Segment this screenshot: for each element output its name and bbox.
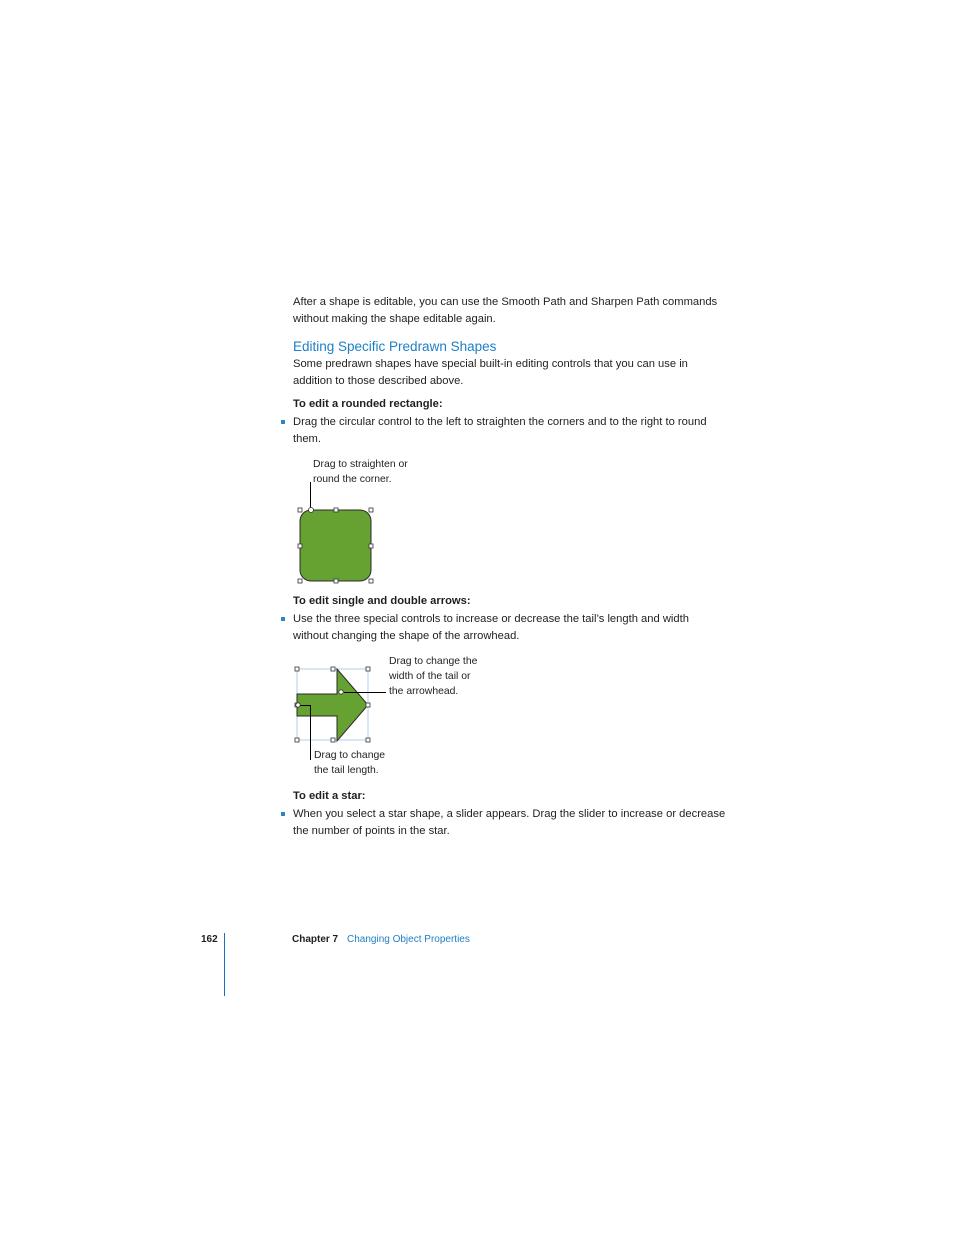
arrow-callout-right-line-2: width of the tail or (389, 671, 471, 682)
arrow-callout-right-line-1: Drag to change the (389, 656, 478, 667)
resize-handle (366, 703, 370, 707)
arrow-width-control (339, 690, 343, 694)
arrow-tail-control (296, 703, 300, 707)
footer-chapter-title[interactable]: Changing Object Properties (347, 934, 470, 945)
section-body-line-1: Some predrawn shapes have special built-in editing controls that you can use in (293, 358, 688, 370)
resize-handle (295, 738, 299, 742)
rounded-rect-bullet-line-2: them. (293, 433, 321, 445)
arrow-callout-bottom-line-2: the tail length. (314, 765, 379, 776)
resize-handle (366, 738, 370, 742)
footer-chapter-label: Chapter 7 (292, 934, 339, 945)
star-subhead: To edit a star: (293, 790, 366, 802)
arrows-bullet-line-2: without changing the shape of the arrowhead. (293, 630, 520, 642)
resize-handle (331, 667, 335, 671)
rounded-rect-callout-line-1: Drag to straighten or (313, 459, 408, 470)
section-heading: Editing Specific Predrawn Shapes (293, 339, 497, 354)
rounded-rect-callout-line-2: round the corner. (313, 474, 392, 485)
rounded-rect-bullet-line-1: Drag the circular control to the left to straighten the corners and to the right to round (293, 416, 707, 428)
rounded-rect-subhead: To edit a rounded rectangle: (293, 398, 443, 410)
arrow-callout-right-line-3: the arrowhead. (389, 686, 459, 697)
footer-divider (224, 933, 225, 996)
arrows-bullet-line-1: Use the three special controls to increase or decrease the tail’s length and width (293, 613, 689, 625)
arrow-callout-bottom (314, 748, 385, 778)
star-bullet-line-1: When you select a star shape, a slider appears. Drag the slider to increase or decrease (293, 808, 726, 820)
page-number: 162 (201, 934, 218, 945)
resize-handle (366, 667, 370, 671)
star-bullet-line-2: the number of points in the star. (293, 825, 450, 837)
resize-handle (331, 738, 335, 742)
resize-handle (295, 667, 299, 671)
intro-line-2: without making the shape editable again. (293, 313, 496, 325)
section-body-line-2: addition to those described above. (293, 375, 464, 387)
bullet-icon (281, 812, 285, 816)
star-bullet-text (293, 806, 725, 840)
arrow-callout-bottom-line-1: Drag to change (314, 750, 386, 761)
arrows-subhead: To edit single and double arrows: (293, 595, 471, 607)
intro-line-1: After a shape is editable, you can use the Smooth Path and Sharpen Path commands (293, 296, 718, 308)
